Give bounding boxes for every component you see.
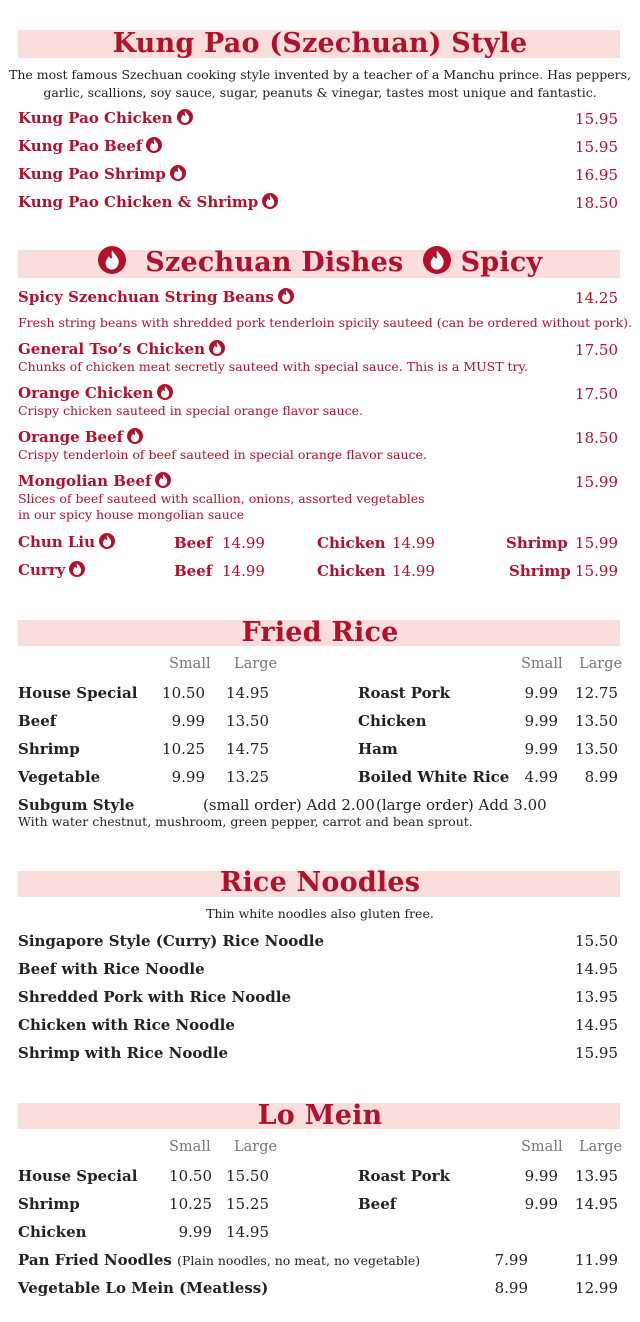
- price-small: 9.99: [524, 712, 558, 730]
- price-small: 9.99: [178, 1223, 212, 1241]
- menu-item[interactable]: Beef with Rice Noodle: [18, 960, 205, 978]
- price-large: 15.25: [226, 1195, 269, 1213]
- menu-item[interactable]: Ham: [358, 740, 398, 758]
- combo-shrimp-price: 15.99: [575, 534, 618, 552]
- desc-line2: in our spicy house mongolian sauce: [18, 507, 245, 522]
- col-header-small: Small: [169, 656, 211, 672]
- menu-item[interactable]: Roast Pork: [358, 1167, 450, 1185]
- item-price: 15.95: [575, 138, 618, 156]
- item-name: Kung Pao Chicken: [18, 109, 173, 127]
- price-large: 13.50: [226, 712, 269, 730]
- fire-icon: [262, 193, 278, 209]
- menu-item[interactable]: Chicken with Rice Noodle: [18, 1016, 235, 1034]
- item-note: (Plain noodles, no meat, no vegetable): [177, 1253, 421, 1268]
- fire-icon: [127, 428, 143, 444]
- menu-item[interactable]: Beef: [18, 712, 57, 730]
- price-small: 9.99: [524, 1167, 558, 1185]
- col-header-small: Small: [521, 656, 563, 672]
- menu-item[interactable]: [18, 193, 278, 211]
- price-small: 4.99: [524, 768, 558, 786]
- col-header-large: Large: [234, 1139, 278, 1155]
- price-small: 10.25: [162, 740, 205, 758]
- item-price: 18.50: [575, 429, 618, 447]
- price-large: 14.75: [226, 740, 269, 758]
- fire-icon: [98, 246, 126, 274]
- item-name: Curry: [18, 561, 66, 579]
- menu-item-subgum[interactable]: Subgum Style: [18, 796, 135, 814]
- combo-chicken-price: 14.99: [392, 562, 435, 580]
- subgum-large-addon: (large order) Add 3.00: [376, 796, 547, 814]
- menu-item[interactable]: [18, 472, 171, 490]
- price-large: 13.95: [575, 1167, 618, 1185]
- item-description: Crispy tenderloin of beef sauteed in special orange flavor sauce.: [18, 447, 427, 462]
- price-large: 8.99: [584, 768, 618, 786]
- menu-item[interactable]: Chicken: [358, 712, 427, 730]
- menu-item[interactable]: [18, 428, 143, 446]
- ricenoodles-title: Rice Noodles: [219, 867, 421, 898]
- menu-item[interactable]: Roast Pork: [358, 684, 450, 702]
- price-large: 13.50: [575, 740, 618, 758]
- kungpao-description: [0, 66, 640, 102]
- szechuan-title: [0, 246, 640, 278]
- combo-item-curry[interactable]: [18, 561, 85, 579]
- fire-icon: [278, 288, 294, 304]
- price-large: 12.75: [575, 684, 618, 702]
- combo-shrimp-price: 15.99: [575, 562, 618, 580]
- menu-item[interactable]: [18, 288, 294, 306]
- combo-shrimp-label: Shrimp: [509, 562, 571, 580]
- item-price: 14.95: [575, 1016, 618, 1034]
- combo-beef-price: 14.99: [222, 562, 265, 580]
- desc-line1: Slices of beef sauteed with scallion, onions, assorted vegetables: [18, 491, 425, 506]
- price-small: 10.50: [169, 1167, 212, 1185]
- menu-item[interactable]: Beef: [358, 1195, 397, 1213]
- price-small: 10.25: [169, 1195, 212, 1213]
- item-name: Spicy Szenchuan String Beans: [18, 288, 274, 306]
- kungpao-desc-line2: garlic, scallions, soy sauce, sugar, peanuts & vinegar, tastes most unique and fantastic.: [43, 85, 597, 100]
- subgum-description: With water chestnut, mushroom, green pepper, carrot and bean sprout.: [18, 814, 473, 829]
- price-small: 9.99: [171, 712, 205, 730]
- ricenoodles-subtitle: Thin white noodles also gluten free.: [206, 906, 434, 921]
- fire-icon: [69, 561, 85, 577]
- item-price: 13.95: [575, 988, 618, 1006]
- menu-item[interactable]: [18, 137, 162, 155]
- subgum-small-addon: (small order) Add 2.00: [203, 796, 375, 814]
- item-price: 15.50: [575, 932, 618, 950]
- item-name: Kung Pao Chicken & Shrimp: [18, 193, 259, 211]
- price-large: 14.95: [575, 1195, 618, 1213]
- fire-icon: [157, 384, 173, 400]
- item-price: 15.99: [575, 473, 618, 491]
- price-large: 14.95: [226, 684, 269, 702]
- lomein-title: Lo Mein: [257, 1100, 383, 1131]
- menu-item[interactable]: [18, 109, 193, 127]
- item-name: Chun Liu: [18, 533, 96, 551]
- item-description: Crispy chicken sauteed in special orange flavor sauce.: [18, 403, 363, 418]
- item-price: 17.50: [575, 341, 618, 359]
- item-name: Mongolian Beef: [18, 472, 152, 490]
- menu-item-vegetable-lo-mein[interactable]: Vegetable Lo Mein (Meatless): [18, 1279, 269, 1297]
- item-description: [18, 491, 425, 523]
- item-name: Orange Beef: [18, 428, 124, 446]
- item-name: Kung Pao Shrimp: [18, 165, 166, 183]
- combo-item-chun-liu[interactable]: [18, 533, 115, 551]
- menu-item[interactable]: Shrimp: [18, 740, 80, 758]
- price-large: 12.99: [575, 1279, 618, 1297]
- menu-item[interactable]: Boiled White Rice: [358, 768, 510, 786]
- menu-item[interactable]: Shredded Pork with Rice Noodle: [18, 988, 291, 1006]
- menu-item[interactable]: Singapore Style (Curry) Rice Noodle: [18, 932, 325, 950]
- price-small: 9.99: [524, 1195, 558, 1213]
- price-small: 9.99: [524, 684, 558, 702]
- price-small: 10.50: [162, 684, 205, 702]
- menu-item[interactable]: [18, 165, 186, 183]
- price-large: 11.99: [575, 1251, 618, 1269]
- szechuan-title-right: Spicy: [460, 247, 543, 278]
- combo-shrimp-label: Shrimp: [506, 534, 568, 552]
- item-name: Kung Pao Beef: [18, 137, 143, 155]
- col-header-large: Large: [234, 656, 278, 672]
- kungpao-title: Kung Pao (Szechuan) Style: [112, 28, 528, 59]
- fire-icon: [177, 109, 193, 125]
- fire-icon: [209, 340, 225, 356]
- item-name: General Tso’s Chicken: [18, 340, 205, 358]
- fire-icon: [423, 246, 451, 274]
- price-large: 14.95: [226, 1223, 269, 1241]
- col-header-large: Large: [579, 656, 623, 672]
- menu-item[interactable]: Shrimp with Rice Noodle: [18, 1044, 229, 1062]
- price-small: 9.99: [171, 768, 205, 786]
- item-price: 18.50: [575, 194, 618, 212]
- menu-item[interactable]: [18, 384, 173, 402]
- combo-beef-label: Beef: [174, 534, 213, 552]
- price-large: 13.25: [226, 768, 269, 786]
- price-small: 9.99: [524, 740, 558, 758]
- item-price: 14.25: [575, 289, 618, 307]
- item-description: Chunks of chicken meat secretly sauteed with special sauce. This is a MUST try.: [18, 359, 528, 374]
- col-header-small: Small: [169, 1139, 211, 1155]
- fire-icon: [146, 137, 162, 153]
- col-header-small: Small: [521, 1139, 563, 1155]
- fire-icon: [155, 472, 171, 488]
- price-large: 13.50: [575, 712, 618, 730]
- item-price: 15.95: [575, 1044, 618, 1062]
- item-price: 16.95: [575, 166, 618, 184]
- item-name: Orange Chicken: [18, 384, 154, 402]
- friedrice-title: Fried Rice: [241, 617, 399, 648]
- combo-chicken-label: Chicken: [317, 534, 386, 552]
- combo-chicken-label: Chicken: [317, 562, 386, 580]
- item-price: 17.50: [575, 385, 618, 403]
- price-small: 7.99: [494, 1251, 528, 1269]
- menu-item-pan-fried-noodles[interactable]: [18, 1251, 420, 1269]
- item-price: 15.95: [575, 110, 618, 128]
- menu-item[interactable]: Chicken: [18, 1223, 87, 1241]
- menu-item[interactable]: House Special: [18, 684, 138, 702]
- price-large: 15.50: [226, 1167, 269, 1185]
- item-name: Pan Fried Noodles: [18, 1251, 172, 1269]
- fire-icon: [99, 533, 115, 549]
- menu-item[interactable]: Shrimp: [18, 1195, 80, 1213]
- col-header-large: Large: [579, 1139, 623, 1155]
- price-small: 8.99: [494, 1279, 528, 1297]
- kungpao-desc-line1: The most famous Szechuan cooking style invented by a teacher of a Manchu prince. Has peppers,: [9, 67, 631, 82]
- combo-chicken-price: 14.99: [392, 534, 435, 552]
- szechuan-title-left: Szechuan Dishes: [145, 247, 404, 278]
- menu-item[interactable]: House Special: [18, 1167, 138, 1185]
- menu-item[interactable]: Vegetable: [18, 768, 101, 786]
- combo-beef-price: 14.99: [222, 534, 265, 552]
- combo-beef-label: Beef: [174, 562, 213, 580]
- fire-icon: [170, 165, 186, 181]
- item-description: Fresh string beans with shredded pork tenderloin spicily sauteed (can be ordered without pork).: [18, 315, 633, 330]
- menu-item[interactable]: [18, 340, 225, 358]
- item-price: 14.95: [575, 960, 618, 978]
